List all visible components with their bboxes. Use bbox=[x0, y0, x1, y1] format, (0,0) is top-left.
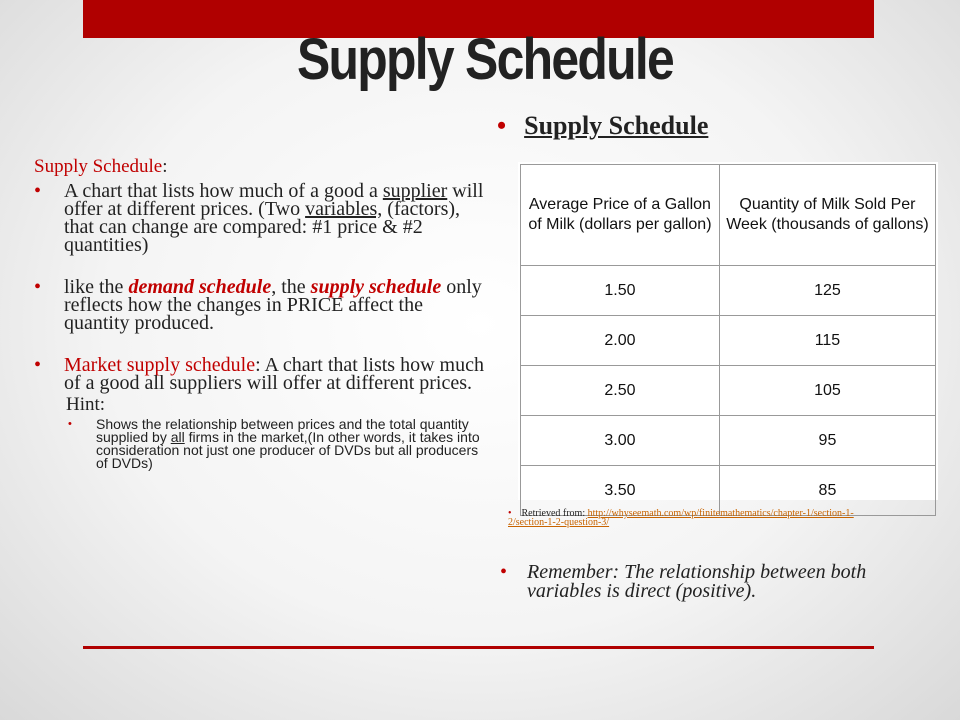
bullet-dot: • bbox=[497, 111, 507, 140]
b2-text-2: , the bbox=[271, 276, 311, 298]
left-heading-text: Supply Schedule bbox=[34, 156, 163, 177]
hint-label: Hint: bbox=[66, 394, 106, 415]
hint-bullet bbox=[34, 418, 489, 470]
table-cell-price: 2.50 bbox=[521, 366, 720, 416]
table-cell-quantity: 85 bbox=[719, 466, 935, 516]
table-row bbox=[521, 316, 936, 366]
b3-text: : A chart that lists how much of a good all suppliers will offer at different prices. bbox=[64, 354, 484, 394]
table-cell-price: 3.50 bbox=[521, 466, 720, 516]
table-cell-quantity: 115 bbox=[719, 316, 935, 366]
sub-all: all bbox=[170, 429, 185, 445]
b1-text-1: A chart that lists how much of a good a bbox=[64, 180, 383, 202]
b3-market-supply-schedule: Market supply schedule bbox=[64, 354, 256, 376]
source-citation bbox=[508, 509, 888, 527]
table-header-quantity: Quantity of Milk Sold Per Week (thousands of gallons) bbox=[719, 165, 935, 266]
table-cell-quantity: 125 bbox=[719, 266, 935, 316]
left-content bbox=[34, 158, 489, 470]
b2-supply-schedule: supply schedule bbox=[310, 276, 442, 298]
slide-title: Supply Schedule bbox=[296, 27, 674, 92]
bullet-market-supply bbox=[34, 356, 489, 392]
b1-supplier: supplier bbox=[382, 180, 448, 202]
remember-text: Remember: The relationship between both variables is direct (positive). bbox=[527, 561, 867, 602]
remember-note bbox=[500, 563, 920, 601]
supply-table-container bbox=[518, 162, 938, 500]
bullet-dot: • bbox=[508, 508, 512, 519]
bullet-dot: • bbox=[34, 354, 42, 376]
table-cell-price: 3.00 bbox=[521, 416, 720, 466]
source-label: Retrieved from: bbox=[521, 508, 588, 519]
table-cell-quantity: 95 bbox=[719, 416, 935, 466]
right-heading-text: Supply Schedule bbox=[524, 111, 709, 140]
bullet-dot: • bbox=[500, 561, 508, 583]
b1-text-2: will offer at different prices. (Two bbox=[64, 180, 484, 220]
bullet-dot: • bbox=[34, 180, 42, 202]
bullet-dot: • bbox=[34, 276, 42, 298]
bullet-definition bbox=[34, 182, 489, 254]
source-link[interactable]: http://whyseemath.com/wp/finitemathematics/chapter-1/section-1-2/section-1-2-question-3/ bbox=[508, 508, 854, 528]
right-heading bbox=[497, 111, 708, 141]
supply-schedule-table bbox=[520, 164, 936, 516]
left-heading-colon: : bbox=[162, 156, 168, 177]
table-cell-price: 1.50 bbox=[521, 266, 720, 316]
table-row bbox=[521, 416, 936, 466]
table-row bbox=[521, 266, 936, 316]
b2-text-3: only reflects how the changes in PRICE affect the quantity produced. bbox=[64, 276, 482, 334]
sub-text-1: Shows the relationship between prices and the total quantity supplied by bbox=[96, 416, 469, 445]
table-header-price: Average Price of a Gallon of Milk (dollars per gallon) bbox=[521, 165, 720, 266]
b1-variables: variables, bbox=[305, 198, 383, 220]
bullet-dot: • bbox=[68, 418, 72, 430]
left-heading bbox=[34, 158, 489, 176]
bottom-accent-line bbox=[83, 646, 874, 649]
b2-demand-schedule: demand schedule bbox=[128, 276, 272, 298]
sub-text-2: firms in the market,(In other words, it takes into consideration not just one producer of DVDs but all producers of DVDs) bbox=[96, 429, 480, 471]
b1-text-3: (factors), that can change are compared: #1 price & #2 quantities) bbox=[64, 198, 461, 256]
table-cell-price: 2.00 bbox=[521, 316, 720, 366]
b2-text-1: like the bbox=[64, 276, 129, 298]
table-cell-quantity: 105 bbox=[719, 366, 935, 416]
table-header-row bbox=[521, 165, 936, 266]
table-row bbox=[521, 366, 936, 416]
bullet-demand-compare bbox=[34, 278, 489, 332]
